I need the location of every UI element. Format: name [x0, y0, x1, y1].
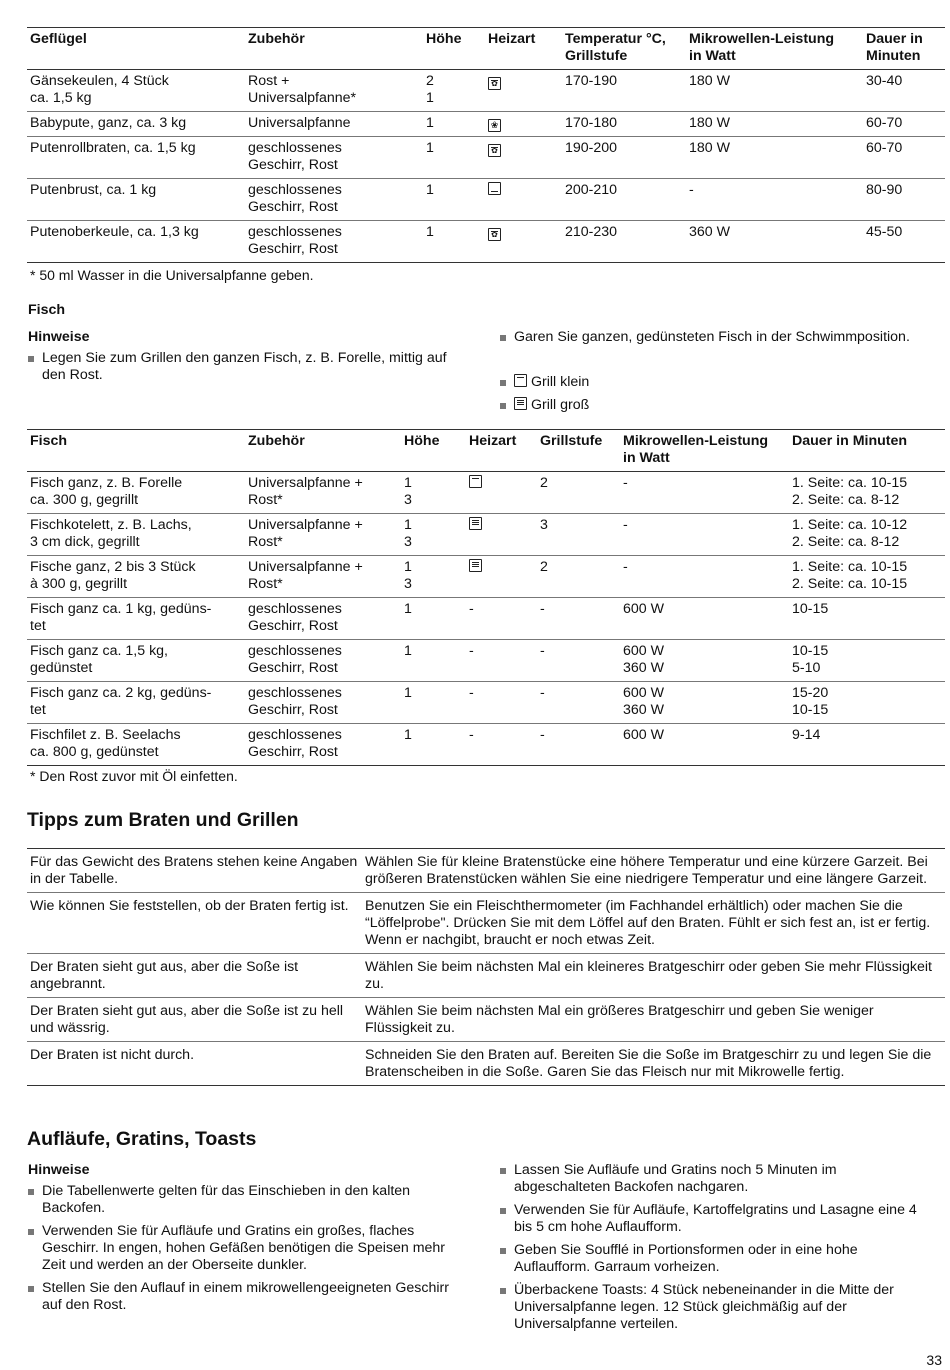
accessory-cell: geschlossenes Geschirr, Rost	[248, 643, 342, 676]
microwave-power-cell: 600 W	[623, 601, 665, 617]
fish-header-cell: Höhe	[404, 433, 440, 449]
fan-icon: ❀	[488, 119, 501, 132]
grill-level-cell: -	[540, 601, 545, 617]
temperature-cell: 200-210	[565, 182, 618, 198]
fish-section-title: Fisch	[28, 302, 66, 318]
heating-mode-cell	[466, 514, 537, 556]
duration-cell: 45-50	[866, 224, 903, 240]
fish-header-cell: Dauer in Minuten	[792, 433, 908, 449]
fish-header-cell: Heizart	[469, 433, 517, 449]
level-cell: 1	[404, 601, 412, 617]
list-item: Geben Sie Soufflé in Portionsformen oder in eine hohe Auflaufform. Garraum vorheizen.	[500, 1242, 932, 1276]
poultry-header-cell: Geflügel	[30, 31, 87, 47]
grill-small-label: Grill klein	[530, 374, 590, 390]
microwave-power-cell: -	[623, 475, 628, 491]
microwave-power-cell: 600 W	[623, 727, 665, 743]
tip-solution-cell: Wählen Sie beim nächsten Mal ein größeres Bratgeschirr und geben Sie weniger Flüssigkeit zu.	[365, 1003, 874, 1036]
fish-header-cell: Fisch	[30, 433, 68, 449]
fish-table	[27, 429, 945, 766]
heating-mode-cell	[466, 472, 537, 514]
level-cell: 1	[426, 140, 434, 156]
dish-name-cell: Putenbrust, ca. 1 kg	[30, 182, 157, 198]
level-cell: 2 1	[426, 73, 434, 106]
dish-name-cell: Fische ganz, 2 bis 3 Stück à 300 g, gegrillt	[30, 559, 196, 592]
poultry-header-cell: Temperatur °C, Grillstufe	[565, 31, 666, 64]
table-row	[27, 556, 945, 598]
table-row	[27, 221, 945, 263]
heating-mode-cell	[466, 556, 537, 598]
table-row	[27, 514, 945, 556]
list-item: Legen Sie zum Grillen den ganzen Fisch, z. B. Forelle, mittig auf den Rost.	[28, 350, 468, 384]
poultry-header-cell: Mikrowellen-Leistung in Watt	[689, 31, 835, 64]
list-item: Überbackene Toasts: 4 Stück nebeneinander in die Mitte der Universalpfanne legen. 12 Stück gleichmäßig auf der Universalpfanne verteilen.	[500, 1282, 932, 1333]
grill-level-cell: -	[540, 727, 545, 743]
fish-header-cell: Grillstufe	[540, 433, 603, 449]
table-row	[27, 893, 945, 954]
duration-cell: 1. Seite: ca. 10-15 2. Seite: ca. 10-15	[792, 559, 908, 592]
table-row	[27, 112, 945, 137]
grill-level-cell: 2	[540, 559, 548, 575]
grill-level-cell: 3	[540, 517, 548, 533]
poultry-header-cell: Zubehör	[248, 31, 305, 47]
list-item: Garen Sie ganzen, gedünsteten Fisch in der Schwimmposition.	[500, 329, 932, 346]
level-cell: 1 3	[404, 559, 412, 592]
dish-name-cell: Gänsekeulen, 4 Stück ca. 1,5 kg	[30, 73, 169, 106]
tip-problem-cell: Der Braten sieht gut aus, aber die Soße ist angebrannt.	[30, 959, 299, 992]
microwave-power-cell: -	[689, 182, 694, 198]
page-number: 33	[926, 1352, 942, 1368]
duration-cell: 1. Seite: ca. 10-12 2. Seite: ca. 8-12	[792, 517, 908, 550]
grill-level-cell: 2	[540, 475, 548, 491]
tip-solution-cell: Wählen Sie für kleine Bratenstücke eine höhere Temperatur und eine kürzere Garzeit. Bei größeren Bratenstücken wählen Sie eine niedrigere Temperatur und eine längere Garzeit.	[365, 854, 928, 887]
heating-mode-cell	[485, 70, 562, 112]
grill-small-icon	[469, 475, 482, 488]
tip-problem-cell: Für das Gewicht des Bratens stehen keine Angaben in der Tabelle.	[30, 854, 358, 887]
table-row	[27, 137, 945, 179]
gratins-title: Aufläufe, Gratins, Toasts	[27, 1128, 257, 1150]
fish-footnote: * Den Rost zuvor mit Öl einfetten.	[30, 768, 238, 784]
microwave-power-cell: 360 W	[689, 224, 731, 240]
list-item: Verwenden Sie für Aufläufe, Kartoffelgratins und Lasagne eine 4 bis 5 cm hohe Auflaufform.	[500, 1202, 932, 1236]
grill-large-icon	[469, 559, 482, 572]
grill-level-cell: -	[540, 685, 545, 701]
duration-cell: 80-90	[866, 182, 903, 198]
duration-cell: 9-14	[792, 727, 821, 743]
accessory-cell: geschlossenes Geschirr, Rost	[248, 182, 342, 215]
heating-mode-cell	[485, 137, 562, 179]
duration-cell: 30-40	[866, 73, 903, 89]
list-item: Die Tabellenwerte gelten für das Einschieben in den kalten Backofen.	[28, 1183, 468, 1217]
level-cell: 1 3	[404, 475, 412, 508]
grill-large-legend	[500, 397, 932, 414]
tip-problem-cell: Der Braten ist nicht durch.	[30, 1047, 195, 1063]
dish-name-cell: Fisch ganz ca. 2 kg, gedüns- tet	[30, 685, 212, 718]
tip-problem-cell: Der Braten sieht gut aus, aber die Soße ist zu hell und wässrig.	[30, 1003, 344, 1036]
accessory-cell: geschlossenes Geschirr, Rost	[248, 601, 342, 634]
grill-large-icon	[514, 397, 527, 410]
level-cell: 1	[426, 224, 434, 240]
table-row	[27, 179, 945, 221]
fish-notes-left	[28, 350, 468, 390]
heating-mode-cell: -	[469, 643, 474, 659]
table-row	[27, 724, 945, 766]
list-item: Lassen Sie Aufläufe und Gratins noch 5 Minuten im abgeschalteten Backofen nachgaren.	[500, 1162, 932, 1196]
poultry-header-cell: Dauer in Minuten	[866, 31, 923, 64]
accessory-cell: geschlossenes Geschirr, Rost	[248, 140, 342, 173]
dish-name-cell: Putenrollbraten, ca. 1,5 kg	[30, 140, 196, 156]
poultry-table-header	[27, 28, 945, 70]
tips-table	[27, 848, 945, 1086]
grill-large-icon	[469, 517, 482, 530]
level-cell: 1 3	[404, 517, 412, 550]
temperature-cell: 210-230	[565, 224, 618, 240]
tips-title: Tipps zum Braten und Grillen	[27, 809, 299, 831]
top-bottom-heat-icon	[488, 182, 501, 195]
microwave-power-cell: 180 W	[689, 73, 731, 89]
heating-mode-cell: -	[469, 601, 474, 617]
heating-mode-cell	[485, 221, 562, 263]
gratins-notes-right	[500, 1162, 932, 1339]
table-row	[27, 640, 945, 682]
grill-level-cell: -	[540, 643, 545, 659]
level-cell: 1	[404, 643, 412, 659]
table-row	[27, 472, 945, 514]
accessory-cell: geschlossenes Geschirr, Rost	[248, 727, 342, 760]
gratins-notes-title: Hinweise	[28, 1162, 90, 1178]
tip-solution-cell: Schneiden Sie den Braten auf. Bereiten Sie die Soße im Bratgeschirr zu und legen Sie die Bratenscheiben in die Soße. Garen Sie das Fleisch nur mit Mikrowelle fertig.	[365, 1047, 932, 1080]
poultry-table	[27, 27, 945, 263]
grill-small-icon	[514, 374, 527, 387]
table-row	[27, 954, 945, 998]
dish-name-cell: Fisch ganz ca. 1 kg, gedüns- tet	[30, 601, 212, 634]
fish-header-cell: Mikrowellen-Leistung in Watt	[623, 433, 769, 466]
fan-grill-icon: ✿	[488, 144, 501, 157]
accessory-cell: Universalpfanne + Rost*	[248, 517, 363, 550]
grill-small-legend	[500, 374, 932, 391]
tip-problem-cell: Wie können Sie feststellen, ob der Braten fertig ist.	[30, 898, 349, 914]
dish-name-cell: Babypute, ganz, ca. 3 kg	[30, 115, 187, 131]
fan-grill-icon: ✿	[488, 77, 501, 90]
level-cell: 1	[404, 727, 412, 743]
grill-large-label: Grill groß	[530, 397, 590, 413]
heating-mode-cell: -	[469, 727, 474, 743]
accessory-cell: geschlossenes Geschirr, Rost	[248, 685, 342, 718]
accessory-cell: Universalpfanne + Rost*	[248, 559, 363, 592]
accessory-cell: Universalpfanne + Rost*	[248, 475, 363, 508]
table-row	[27, 998, 945, 1042]
fan-grill-icon: ✿	[488, 228, 501, 241]
grill-legend	[500, 374, 932, 420]
fish-header-cell: Zubehör	[248, 433, 305, 449]
poultry-footnote: * 50 ml Wasser in die Universalpfanne geben.	[30, 267, 314, 283]
list-item: Stellen Sie den Auflauf in einem mikrowellengeeigneten Geschirr auf den Rost.	[28, 1280, 468, 1314]
dish-name-cell: Putenoberkeule, ca. 1,3 kg	[30, 224, 199, 240]
table-row	[27, 70, 945, 112]
tip-solution-cell: Benutzen Sie ein Fleischthermometer (im Fachhandel erhältlich) oder machen Sie die “Löffelprobe". Drücken Sie mit dem Löffel auf den Braten. Fühlt er sich fest an, ist er fertig. Wenn er nachgibt, braucht er noch etwas Zeit.	[365, 898, 931, 948]
level-cell: 1	[426, 182, 434, 198]
poultry-header-cell: Höhe	[426, 31, 462, 47]
dish-name-cell: Fisch ganz ca. 1,5 kg, gedünstet	[30, 643, 169, 676]
duration-cell: 10-15 5-10	[792, 643, 829, 676]
microwave-power-cell: 180 W	[689, 140, 731, 156]
table-row	[27, 682, 945, 724]
dish-name-cell: Fischkotelett, z. B. Lachs, 3 cm dick, gegrillt	[30, 517, 192, 550]
temperature-cell: 170-180	[565, 115, 618, 131]
list-item: Verwenden Sie für Aufläufe und Gratins ein großes, flaches Geschirr. In engen, hohen Gefäßen benötigen die Speisen mehr Zeit und werden an der Oberseite dunkler.	[28, 1223, 468, 1274]
fish-table-header	[27, 430, 945, 472]
table-row	[27, 598, 945, 640]
gratins-notes-left	[28, 1183, 468, 1320]
accessory-cell: geschlossenes Geschirr, Rost	[248, 224, 342, 257]
microwave-power-cell: -	[623, 559, 628, 575]
microwave-power-cell: 600 W 360 W	[623, 685, 665, 718]
heating-mode-cell: -	[469, 685, 474, 701]
accessory-cell: Rost + Universalpfanne*	[248, 73, 357, 106]
microwave-power-cell: 180 W	[689, 115, 731, 131]
microwave-power-cell: -	[623, 517, 628, 533]
heating-mode-cell	[485, 112, 562, 137]
heating-mode-cell	[485, 179, 562, 221]
duration-cell: 10-15	[792, 601, 829, 617]
fish-notes-title: Hinweise	[28, 329, 90, 345]
level-cell: 1	[426, 115, 434, 131]
microwave-power-cell: 600 W 360 W	[623, 643, 665, 676]
duration-cell: 60-70	[866, 140, 903, 156]
dish-name-cell: Fischfilet z. B. Seelachs ca. 800 g, gedünstet	[30, 727, 181, 760]
duration-cell: 1. Seite: ca. 10-15 2. Seite: ca. 8-12	[792, 475, 908, 508]
table-row	[27, 1042, 945, 1086]
duration-cell: 15-20 10-15	[792, 685, 829, 718]
accessory-cell: Universalpfanne	[248, 115, 351, 131]
level-cell: 1	[404, 685, 412, 701]
tip-solution-cell: Wählen Sie beim nächsten Mal ein kleineres Bratgeschirr oder geben Sie mehr Flüssigkeit zu.	[365, 959, 932, 992]
duration-cell: 60-70	[866, 115, 903, 131]
poultry-header-cell: Heizart	[488, 31, 536, 47]
temperature-cell: 170-190	[565, 73, 618, 89]
dish-name-cell: Fisch ganz, z. B. Forelle ca. 300 g, gegrillt	[30, 475, 183, 508]
table-row	[27, 849, 945, 893]
temperature-cell: 190-200	[565, 140, 618, 156]
fish-notes-right	[500, 329, 932, 352]
